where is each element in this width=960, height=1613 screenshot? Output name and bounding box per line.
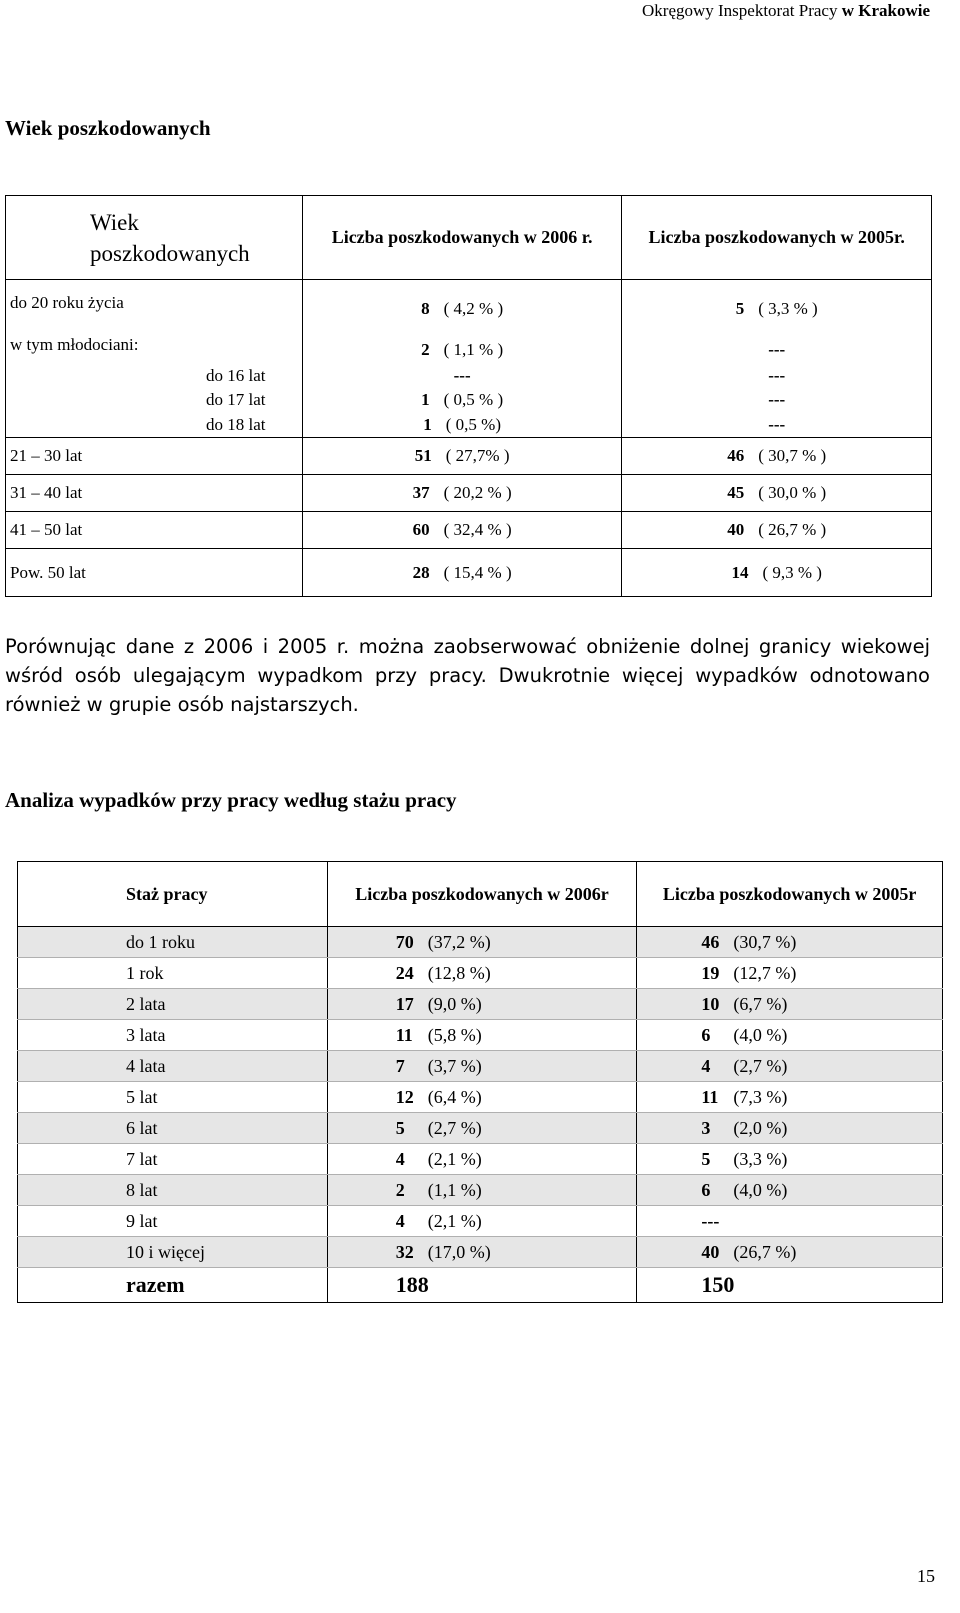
age-section-title: Wiek poszkodowanych (5, 116, 211, 140)
seniority-value-2005 (637, 1144, 943, 1175)
seniority-row (18, 1020, 943, 1051)
comparison-paragraph: Porównując dane z 2006 i 2005 r. można zaobserwować obniżenie dolnej granicy wiekowej wśród osób ulegającym wypadkom przy pracy. Dwukrotnie więcej wypadków odnotowano również w grupie osób najstarszych. (5, 634, 930, 716)
seniority-label: 3 lata (18, 1020, 328, 1051)
seniority-value-2005 (637, 1175, 943, 1206)
percent: (26,7 %) (733, 1241, 797, 1262)
seniority-row (18, 927, 943, 958)
count: 70 (395, 931, 414, 952)
seniority-value-2005 (637, 927, 943, 958)
count: 32 (395, 1241, 414, 1262)
count: 4 (701, 1055, 711, 1076)
percent: (2,7 %) (733, 1055, 788, 1076)
seniority-value-2005 (637, 1237, 943, 1268)
percent: (6,7 %) (733, 993, 788, 1014)
count: 46 (727, 446, 745, 465)
header-text: Okręgowy Inspektorat Pracy (642, 1, 842, 20)
count: 45 (727, 483, 745, 502)
age-value-2005: --- (622, 413, 932, 438)
count: 4 (395, 1148, 405, 1169)
count: 5 (735, 299, 745, 319)
age-value-2005 (622, 512, 932, 549)
seniority-label: 4 lata (18, 1051, 328, 1082)
age-value-2006 (302, 388, 622, 413)
age-label: do 18 lat (6, 413, 303, 438)
age-row (6, 413, 932, 438)
count: 5 (701, 1148, 711, 1169)
age-value-2006 (302, 549, 622, 597)
seniority-label: 9 lat (18, 1206, 328, 1237)
percent: ( 30,0 % ) (758, 483, 827, 502)
seniority-value-2006 (327, 927, 637, 958)
seniority-value-2005 (637, 989, 943, 1020)
seniority-value-2005 (637, 1020, 943, 1051)
age-value-2006 (302, 413, 622, 438)
count: 17 (395, 993, 414, 1014)
seniority-value-2006 (327, 1051, 637, 1082)
seniority-value-2006 (327, 1237, 637, 1268)
count: 1 (421, 390, 430, 409)
header-text-bold: w Krakowie (841, 1, 930, 20)
percent: ( 0,5 % ) (443, 390, 504, 409)
age-value-2005 (622, 438, 932, 475)
seniority-table (17, 861, 943, 1303)
total-2005: 150 (637, 1268, 943, 1303)
count: 2 (421, 340, 430, 359)
count: 46 (701, 931, 720, 952)
page-number: 15 (917, 1566, 935, 1586)
seniority-value-2005 (637, 1082, 943, 1113)
header-2005: Liczba poszkodowanych w 2005r. (622, 196, 932, 280)
age-label: w tym młodociani: (6, 327, 303, 364)
seniority-row (18, 958, 943, 989)
seniority-value-2006 (327, 1206, 637, 1237)
seniority-row (18, 989, 943, 1020)
seniority-value-2006 (327, 1144, 637, 1175)
seniority-label: 7 lat (18, 1144, 328, 1175)
percent: (7,3 %) (733, 1086, 788, 1107)
seniority-row (18, 1082, 943, 1113)
seniority-row (18, 1051, 943, 1082)
percent: (5,8 %) (427, 1024, 482, 1045)
percent: (2,1 %) (427, 1148, 482, 1169)
count: 6 (701, 1179, 711, 1200)
count: 40 (727, 520, 745, 539)
age-row (6, 549, 932, 597)
seniority-value-2005 (637, 1206, 943, 1237)
percent: (2,0 %) (733, 1117, 788, 1138)
count: --- (701, 1210, 720, 1231)
seniority-label: 10 i więcej (18, 1237, 328, 1268)
percent: ( 1,1 % ) (443, 340, 504, 359)
count: 3 (701, 1117, 711, 1138)
count: 12 (395, 1086, 414, 1107)
percent: (30,7 %) (733, 931, 797, 952)
age-value-2005: --- (622, 364, 932, 388)
percent: (12,8 %) (427, 962, 491, 983)
percent: ( 0,5 %) (445, 414, 501, 434)
age-table-header (6, 196, 932, 280)
age-value-2006 (302, 327, 622, 364)
percent: ( 30,7 % ) (758, 446, 827, 465)
age-row (6, 475, 932, 512)
count: 11 (395, 1024, 413, 1045)
header-2006: Liczba poszkodowanych w 2006r (327, 862, 637, 927)
header-seniority: Staż pracy (18, 862, 328, 927)
percent: ( 3,3 % ) (758, 299, 818, 319)
age-row (6, 438, 932, 475)
percent: (2,1 %) (427, 1210, 482, 1231)
seniority-row (18, 1175, 943, 1206)
header-2005: Liczba poszkodowanych w 2005r (637, 862, 943, 927)
percent: ( 32,4 % ) (443, 520, 512, 539)
count: 4 (395, 1210, 405, 1231)
percent: ( 9,3 % ) (762, 562, 822, 582)
header-age: Wiek poszkodowanych (6, 196, 303, 280)
age-label: do 17 lat (6, 388, 303, 413)
seniority-row (18, 1113, 943, 1144)
count: 40 (701, 1241, 720, 1262)
seniority-value-2005 (637, 1051, 943, 1082)
age-value-2005 (622, 475, 932, 512)
count: 28 (412, 562, 430, 582)
age-table (5, 195, 932, 597)
count: 10 (701, 993, 720, 1014)
age-value-2006: --- (302, 364, 622, 388)
age-label: do 20 roku życia (6, 280, 303, 327)
age-label: 31 – 40 lat (6, 475, 303, 512)
age-value-2005 (622, 280, 932, 327)
seniority-value-2006 (327, 989, 637, 1020)
total-2006: 188 (327, 1268, 637, 1303)
percent: (4,0 %) (733, 1179, 788, 1200)
seniority-label: 1 rok (18, 958, 328, 989)
percent: (12,7 %) (733, 962, 797, 983)
percent: ( 4,2 % ) (443, 299, 504, 319)
count: 7 (395, 1055, 405, 1076)
count: 6 (701, 1024, 711, 1045)
percent: ( 26,7 % ) (758, 520, 827, 539)
seniority-value-2006 (327, 1113, 637, 1144)
count: 14 (731, 562, 749, 582)
count: 19 (701, 962, 720, 983)
seniority-label: 5 lat (18, 1082, 328, 1113)
seniority-label: 8 lat (18, 1175, 328, 1206)
header-2006: Liczba poszkodowanych w 2006 r. (302, 196, 622, 280)
count: 8 (421, 299, 430, 319)
seniority-value-2006 (327, 958, 637, 989)
age-label: do 16 lat (6, 364, 303, 388)
percent: (1,1 %) (427, 1179, 482, 1200)
age-value-2006 (302, 475, 622, 512)
percent: ( 27,7% ) (445, 446, 510, 465)
percent: (6,4 %) (427, 1086, 482, 1107)
age-label: 21 – 30 lat (6, 438, 303, 475)
age-label: 41 – 50 lat (6, 512, 303, 549)
seniority-value-2006 (327, 1082, 637, 1113)
seniority-section-title: Analiza wypadków przy pracy według stażu pracy (5, 788, 457, 812)
percent: (2,7 %) (427, 1117, 482, 1138)
count: 24 (395, 962, 414, 983)
seniority-value-2006 (327, 1020, 637, 1051)
age-row (6, 280, 932, 327)
seniority-label: 6 lat (18, 1113, 328, 1144)
seniority-row (18, 1206, 943, 1237)
total-label: razem (18, 1268, 328, 1303)
age-value-2006 (302, 438, 622, 475)
count: 1 (423, 414, 432, 434)
seniority-row (18, 1144, 943, 1175)
count: 60 (412, 520, 430, 539)
age-value-2005: --- (622, 327, 932, 364)
count: 11 (701, 1086, 719, 1107)
percent: ( 20,2 % ) (443, 483, 512, 502)
seniority-table-header (18, 862, 943, 927)
age-value-2005: --- (622, 388, 932, 413)
age-row (6, 327, 932, 364)
percent: (3,3 %) (733, 1148, 788, 1169)
count: 2 (395, 1179, 405, 1200)
percent: (9,0 %) (427, 993, 482, 1014)
count: 51 (414, 446, 432, 465)
page-header (642, 1, 930, 21)
total-row (18, 1268, 943, 1303)
percent: (3,7 %) (427, 1055, 482, 1076)
count: 37 (412, 483, 430, 502)
percent: (17,0 %) (427, 1241, 491, 1262)
age-row (6, 388, 932, 413)
seniority-label: 2 lata (18, 989, 328, 1020)
percent: (4,0 %) (733, 1024, 788, 1045)
percent: (37,2 %) (427, 931, 491, 952)
age-label: Pow. 50 lat (6, 549, 303, 597)
age-value-2006 (302, 512, 622, 549)
seniority-value-2006 (327, 1175, 637, 1206)
age-row (6, 512, 932, 549)
seniority-value-2005 (637, 1113, 943, 1144)
seniority-value-2005 (637, 958, 943, 989)
age-row (6, 364, 932, 388)
count: 5 (395, 1117, 405, 1138)
age-value-2005 (622, 549, 932, 597)
percent: ( 15,4 % ) (443, 562, 512, 582)
age-value-2006 (302, 280, 622, 327)
seniority-row (18, 1237, 943, 1268)
seniority-label: do 1 roku (18, 927, 328, 958)
